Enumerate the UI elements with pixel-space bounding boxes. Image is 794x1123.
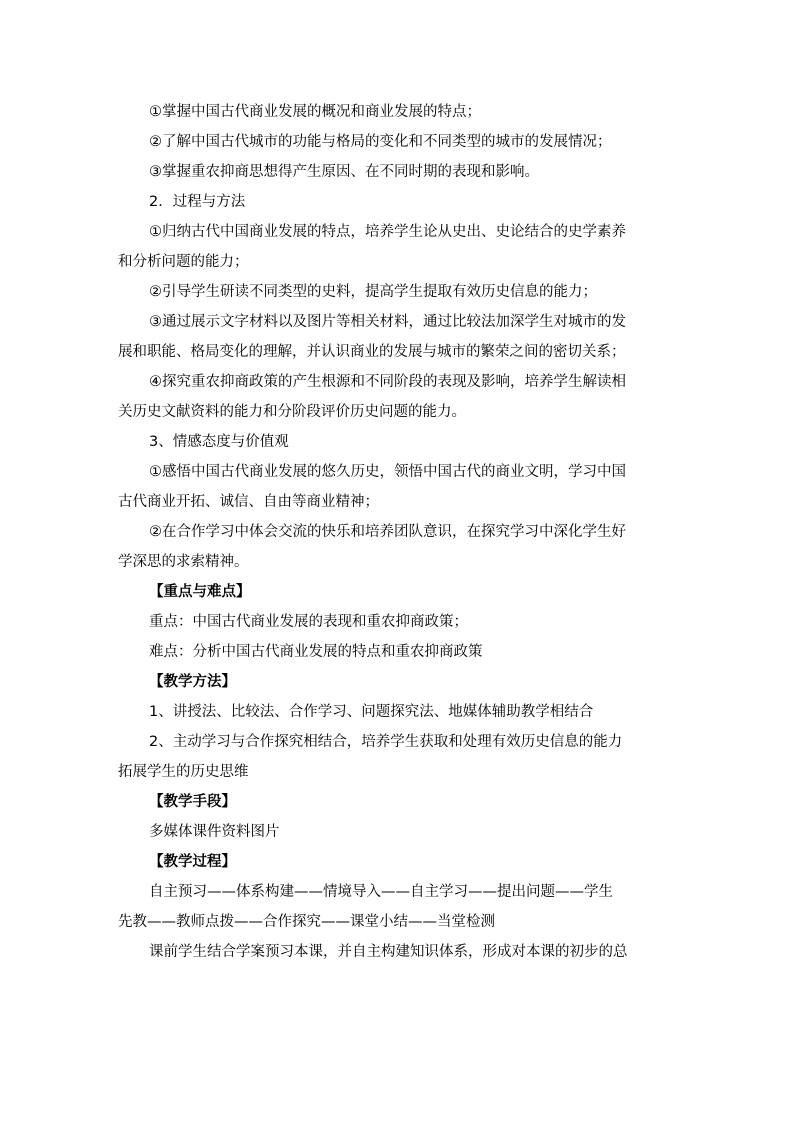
text-line: ①感悟中国古代商业发展的悠久历史，领悟中国古代的商业文明，学习中国 <box>149 464 626 480</box>
text-line: ②引导学生研读不同类型的史料，提高学生提取有效历史信息的能力； <box>149 284 597 300</box>
document-body <box>118 97 678 967</box>
text-line: 2、主动学习与合作探究相结合，培养学生获取和处理有效历史信息的能力 <box>149 734 623 750</box>
text-line: 课前学生结合学案预习本课，并自主构建知识体系，形成对本课的初步的总 <box>149 944 628 960</box>
text-line: ④探究重农抑商政策的产生根源和不同阶段的表现及影响，培养学生解读相 <box>149 374 626 390</box>
text-line: 多媒体课件资料图片 <box>149 824 280 840</box>
text-line: 自主预习——体系构建——情境导入——自主学习——提出问题——学生 <box>149 884 613 900</box>
section-heading: 【教学过程】 <box>149 854 236 870</box>
section-heading: 【教学方法】 <box>149 674 236 690</box>
text-line: 关历史文献资料的能力和分阶段评价历史问题的能力。 <box>118 404 466 420</box>
text-line: ②在合作学习中体会交流的快乐和培养团队意识，在探究学习中深化学生好 <box>149 524 626 540</box>
text-line: 1、讲授法、比较法、合作学习、问题探究法、地媒体辅助教学相结合 <box>149 704 594 720</box>
text-line: 学深思的求索精神。 <box>118 554 249 570</box>
text-line: ①掌握中国古代商业发展的概况和商业发展的特点； <box>149 104 481 120</box>
text-line: 难点：分析中国古代商业发展的特点和重农抑商政策 <box>149 644 483 660</box>
text-line: 展和职能、格局变化的理解，并认识商业的发展与城市的繁荣之间的密切关系； <box>118 344 626 360</box>
text-line: 拓展学生的历史思维 <box>118 764 249 780</box>
text-line: ③掌握重农抑商思想得产生原因、在不同时期的表现和影响。 <box>149 164 539 180</box>
section-heading: 【教学手段】 <box>149 794 236 810</box>
section-heading: 【重点与难点】 <box>149 584 251 600</box>
text-line: ①归纳古代中国商业发展的特点，培养学生论从史出、史论结合的史学素养 <box>149 224 626 240</box>
text-line: 古代商业开拓、诚信、自由等商业精神； <box>118 494 379 510</box>
text-line: ②了解中国古代城市的功能与格局的变化和不同类型的城市的发展情况； <box>149 134 612 150</box>
text-line: 3、情感态度与价值观 <box>149 434 289 450</box>
text-line: ③通过展示文字材料以及图片等相关材料，通过比较法加深学生对城市的发 <box>149 314 626 330</box>
text-line: 先教——教师点拨——合作探究——课堂小结——当堂检测 <box>118 914 495 930</box>
text-line: 重点：中国古代商业发展的表现和重农抑商政策； <box>149 614 468 630</box>
text-line: 2．过程与方法 <box>149 194 246 210</box>
text-line: 和分析问题的能力； <box>118 254 249 270</box>
